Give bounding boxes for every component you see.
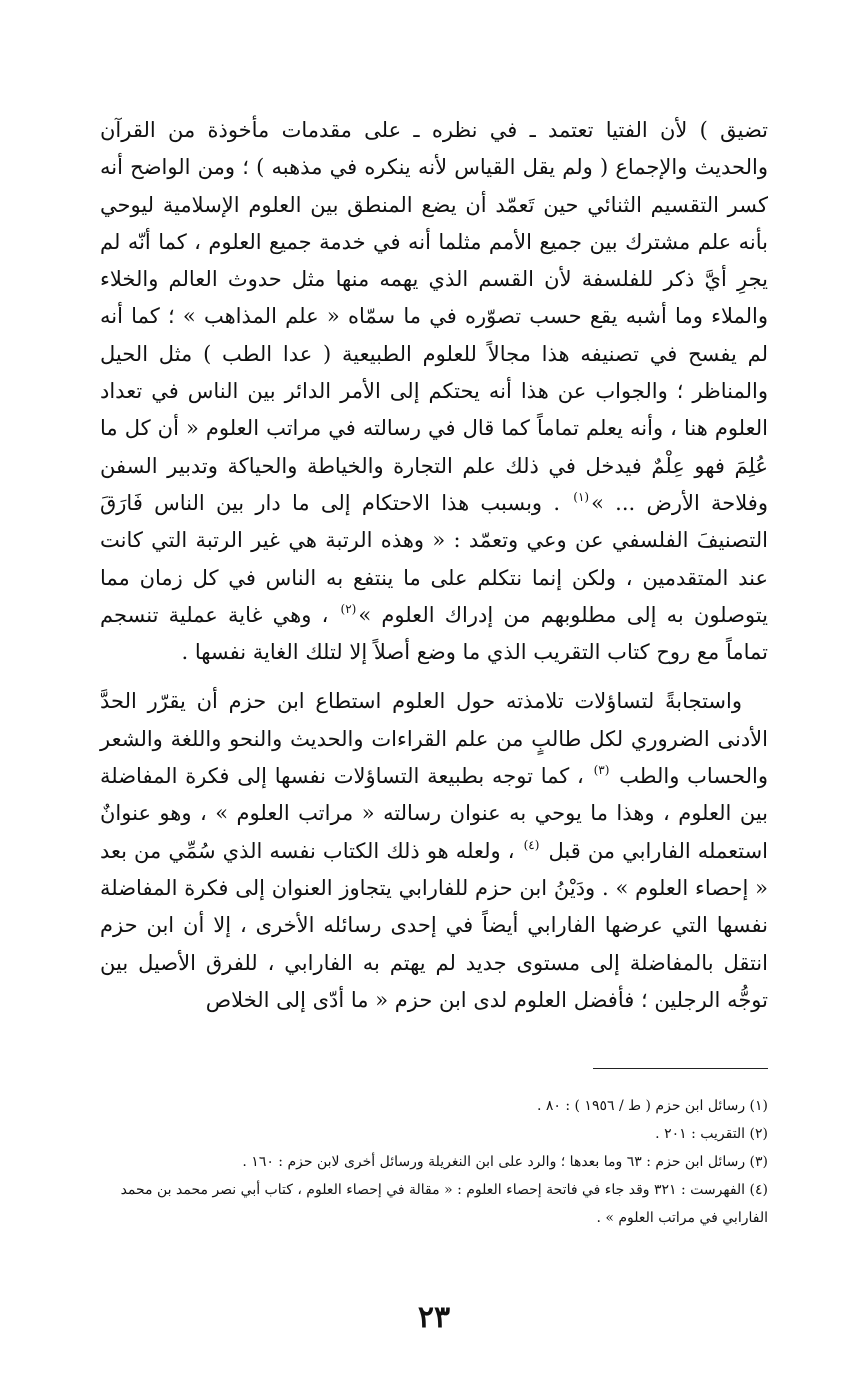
- footnote-number: (٤): [749, 1182, 768, 1198]
- footnote-ref[interactable]: (٤): [523, 837, 540, 852]
- footnote-text: الفهرست : ٣٢١ وقد جاء في فاتحة إحصاء العلوم : « مقالة في إحصاء العلوم ، كتاب أبي نصر محمد بن محمد الفارابي في مراتب العلوم » .: [120, 1182, 768, 1226]
- footnote: [100, 1148, 768, 1176]
- page-number: ٢٣: [417, 1300, 451, 1335]
- text-run: ، كما توجه بطبيعة التساؤلات نفسها إلى فكرة المفاضلة بين العلوم ، وهذا ما يوحي به عنوان رسالته « مراتب العلوم » ، وهو عنوانٌ استعمله الفارابي من قبل: [100, 764, 769, 863]
- text-run: واستجابةً لتساؤلات تلامذته حول العلوم استطاع ابن حزم أن يقرّر الحدَّ الأدنى الضروري لكل طالبٍ من علم القراءات والحديث والنحو واللغة والشعر والحساب والطب: [100, 689, 768, 789]
- footnote-text: التقريب : ٢٠١ .: [655, 1126, 746, 1142]
- footnote: [100, 1092, 768, 1120]
- paragraph: [100, 683, 768, 1019]
- footnote-ref[interactable]: (١): [573, 489, 590, 504]
- footnotes: [100, 1092, 768, 1232]
- text-run: تضيق ) لأن الفتيا تعتمد ـ في نظره ـ على مقدمات مأخوذة من القرآن والحديث والإجماع ( ولم يقل القياس لأنه ينكره في مذهبه ) ؛ ومن الواضح أنه كسر التقسيم الثنائي حين تَعمّد أن يضع المنطق بين العلوم الإسلامية ليوحي بأنه علم مشترك بين جميع الأمم مثلما أنه في خدمة جميع العلوم ، كما أنّه لم يجرِ أيَّ ذكر للفلسفة لأن القسم الذي يهمه منها مثل حدوث العالم والخلاء والملاء وما أشبه يقع حسب تصوّره في ما سمّاه « علم المذاهب » ؛ كما أنه لم يفسح في تصنيفه هذا مجالاً للعلوم الطبيعية ( عدا الطب ) مثل الحيل والمناظر ؛ والجواب عن هذا أنه يحتكم إلى الأمر الدائر بين الناس في تعداد العلوم هنا ، وأنه يعلم تماماً كما قال في رسالته في مراتب العلوم « أن كل ما عُلِمَ فهو عِلْمٌ فيدخل في ذلك علم التجارة والخياطة والحياكة وتدبير السفن وفلاحة الأرض ... »: [100, 118, 768, 515]
- footnote-ref[interactable]: (٢): [340, 601, 357, 616]
- footnote: [100, 1120, 768, 1148]
- footnote-ref[interactable]: (٣): [593, 763, 610, 778]
- footnote-number: (٣): [749, 1154, 768, 1170]
- footnote-text: رسائل ابن حزم : ٦٣ وما بعدها ؛ والرد على ابن النغريلة ورسائل أخرى لابن حزم : ١٦٠ .: [242, 1154, 746, 1170]
- footnote: [100, 1176, 768, 1232]
- text-run: . وبسبب هذا الاحتكام إلى ما دار بين الناس فَارَقَ التصنيفَ الفلسفي عن وعي وتعمّد : « وهذه الرتبة هي غير الرتبة التي كانت عند المتقدمين ، ولكن إنما نتكلم على ما ينتفع به الناس في كل زمان مما يتوصلون به إلى مطلوبهم من إدراك العلوم »: [100, 490, 768, 627]
- text-run: ، ولعله هو ذلك الكتاب نفسه الذي سُمِّي من بعد « إحصاء العلوم » . ودَيْنُ ابن حزم للفارابي يتجاوز العنوان إلى فكرة المفاضلة نفسها التي عرضها الفارابي أيضاً في إحدى رسائله الأخرى ، إلا أن ابن حزم انتقل بالمفاضلة إلى مستوى جديد لم يهتم به الفارابي ، للفرق الأصيل بين توجُّه الرجلين ؛ فأفضل العلوم لدى ابن حزم « ما أدّى إلى الخلاص: [100, 838, 768, 1012]
- main-text: [100, 112, 768, 1019]
- footnote-number: (١): [749, 1098, 768, 1114]
- footnote-number: (٢): [749, 1126, 768, 1142]
- text-run: ، وهي غاية عملية تنسجم تماماً مع روح كتاب التقريب الذي ما وضع أصلاً إلا لتلك الغاية نفسها .: [100, 602, 768, 665]
- footnote-divider: [593, 1068, 768, 1069]
- book-page: [100, 112, 768, 1380]
- paragraph: [100, 112, 768, 671]
- footnote-text: رسائل ابن حزم ( ط / ١٩٥٦ ) : ٨٠ .: [536, 1098, 746, 1114]
